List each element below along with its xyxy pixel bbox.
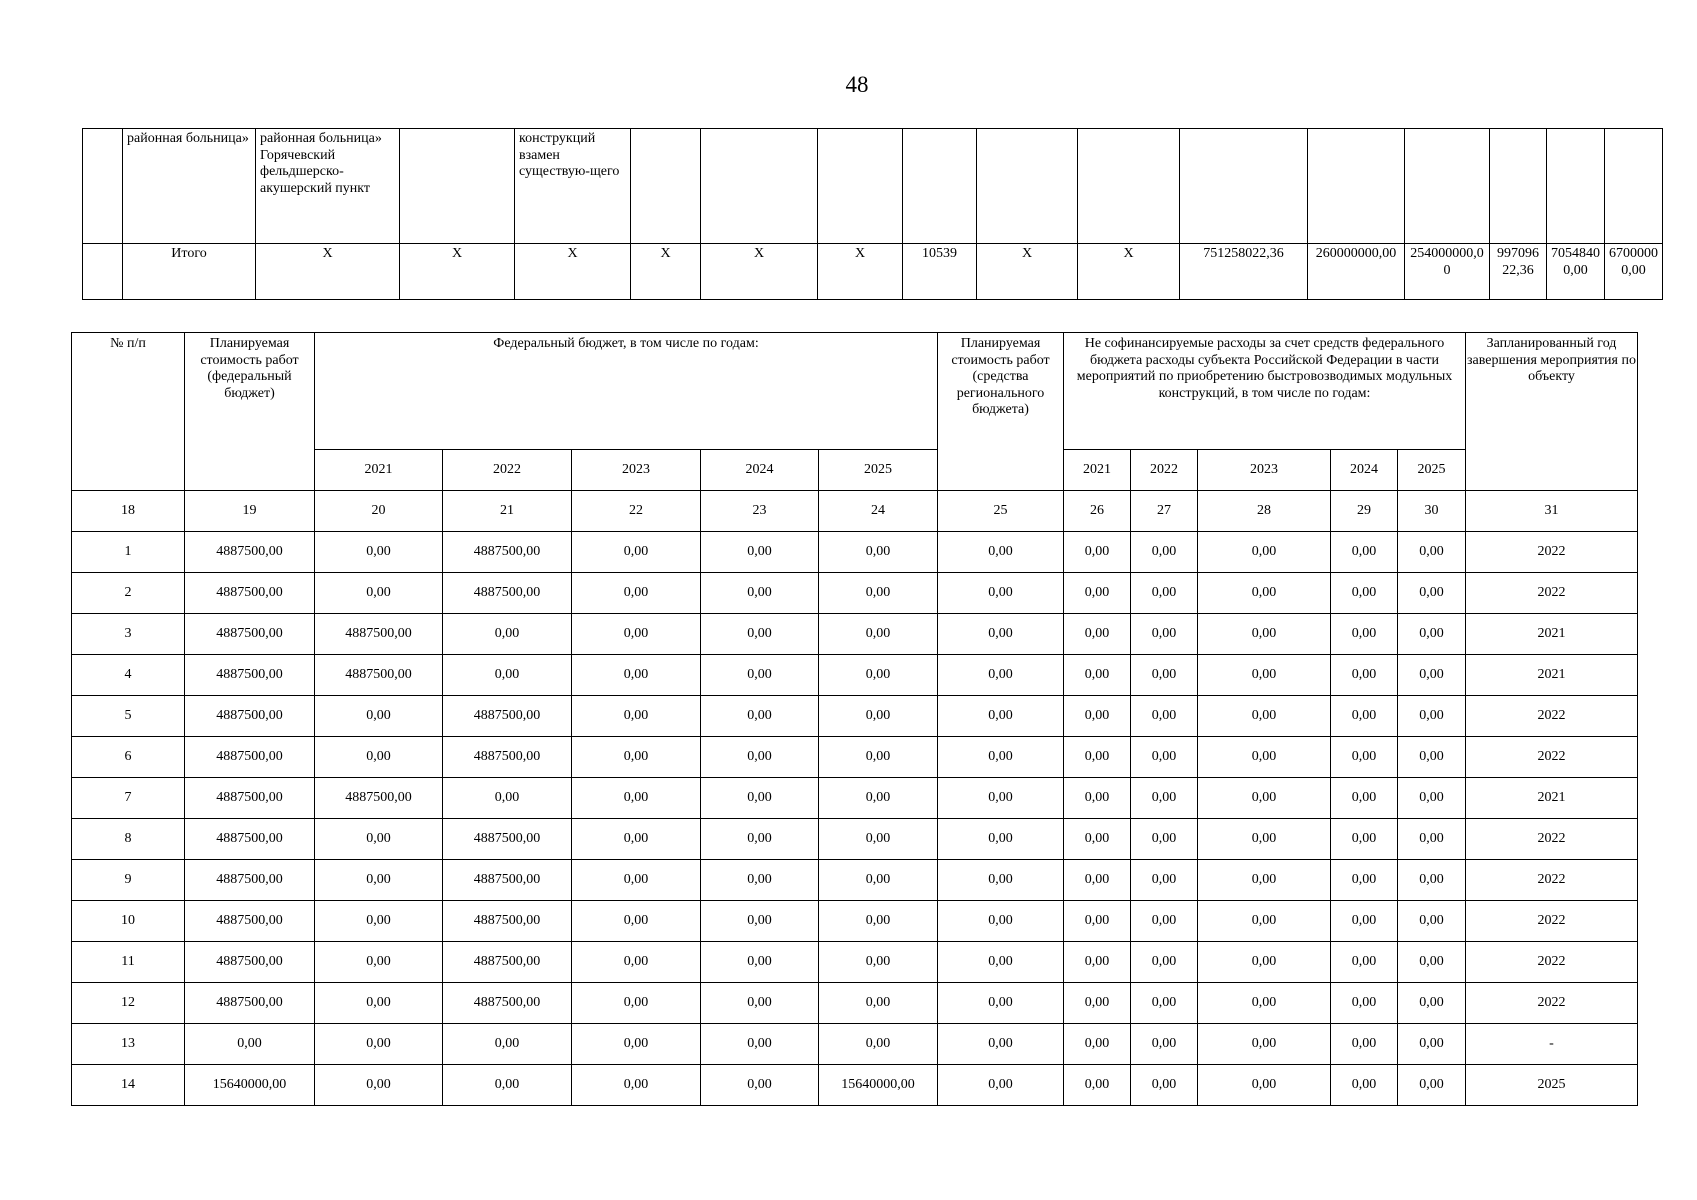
total-row [83, 244, 1663, 300]
fed-year-header: 2023 [572, 450, 701, 491]
table-cell: 2022 [1466, 573, 1638, 614]
table-cell: 4887500,00 [185, 696, 315, 737]
total-cell: X [400, 244, 515, 300]
total-cell: X [818, 244, 903, 300]
top-cell: районная больница» Горячевский фельдшерско-акушерский пункт [256, 129, 400, 244]
total-cell: 67000000,00 [1605, 244, 1663, 300]
header-non-cofinanced: Не софинансируемые расходы за счет средств федерального бюджета расходы субъекта Российской Федерации в части мероприятий по приобретению быстровозводимых модульных конструкций, в том числе по годам: [1064, 333, 1466, 450]
table-cell: 0,00 [1064, 737, 1131, 778]
continuation-table [82, 128, 1663, 300]
table-cell: 0,00 [701, 573, 819, 614]
table-cell: 0,00 [938, 819, 1064, 860]
table-cell: 0,00 [1198, 737, 1331, 778]
column-number-cell: 25 [938, 491, 1064, 532]
table-cell: 0,00 [938, 573, 1064, 614]
table-cell: 4 [72, 655, 185, 696]
table-cell: 0,00 [1131, 901, 1198, 942]
nc-year-header: 2025 [1398, 450, 1466, 491]
table-cell: 0,00 [1064, 819, 1131, 860]
table-cell: 0,00 [938, 901, 1064, 942]
table-cell: 11 [72, 942, 185, 983]
table-row [72, 737, 1638, 778]
table-cell: 4887500,00 [443, 532, 572, 573]
table-cell: 0,00 [1331, 778, 1398, 819]
table-cell: 0,00 [819, 778, 938, 819]
top-cell [1078, 129, 1180, 244]
table-cell: 4887500,00 [185, 573, 315, 614]
total-cell: 254000000,00 [1405, 244, 1490, 300]
column-number-cell: 23 [701, 491, 819, 532]
table-cell: 0,00 [1398, 614, 1466, 655]
table-cell: 0,00 [572, 983, 701, 1024]
table-cell: 0,00 [938, 737, 1064, 778]
table-cell: 0,00 [1131, 737, 1198, 778]
table-cell: 0,00 [1198, 901, 1331, 942]
column-number-cell: 20 [315, 491, 443, 532]
table-cell: 0,00 [819, 737, 938, 778]
table-cell: 0,00 [315, 860, 443, 901]
table-cell: 4887500,00 [185, 614, 315, 655]
table-cell: 4887500,00 [185, 983, 315, 1024]
table-cell: 0,00 [819, 532, 938, 573]
top-cell [977, 129, 1078, 244]
table-cell: 0,00 [1331, 983, 1398, 1024]
table-cell: 0,00 [1331, 819, 1398, 860]
page-number: 48 [845, 72, 869, 97]
table-cell: 0,00 [819, 983, 938, 1024]
column-number-cell: 19 [185, 491, 315, 532]
fed-year-header: 2022 [443, 450, 572, 491]
table-cell: 0,00 [938, 1024, 1064, 1065]
table-cell: 0,00 [1131, 614, 1198, 655]
table-cell: 0,00 [1064, 655, 1131, 696]
table-cell: 0,00 [572, 573, 701, 614]
table-cell: 0,00 [1198, 819, 1331, 860]
table-cell: 0,00 [1131, 532, 1198, 573]
top-cell [1180, 129, 1308, 244]
column-number-cell: 31 [1466, 491, 1638, 532]
table-cell: 0,00 [315, 901, 443, 942]
table-cell: 4887500,00 [185, 942, 315, 983]
top-cell [631, 129, 701, 244]
table-cell: 0,00 [1064, 614, 1131, 655]
header-fed-budget: Федеральный бюджет, в том числе по годам: [315, 333, 938, 450]
table-cell: 0,00 [572, 655, 701, 696]
table-cell: 0,00 [1198, 614, 1331, 655]
table-row [72, 901, 1638, 942]
column-number-cell: 18 [72, 491, 185, 532]
table-cell: 0,00 [1398, 860, 1466, 901]
header-planned-fed: Планируемая стоимость работ (федеральный бюджет) [185, 333, 315, 491]
total-cell: 99709622,36 [1490, 244, 1547, 300]
top-cell [1308, 129, 1405, 244]
table-cell: 0,00 [1131, 942, 1198, 983]
table-cell: 0,00 [1198, 942, 1331, 983]
table-cell: 0,00 [1064, 573, 1131, 614]
top-cell [1605, 129, 1663, 244]
table-cell: 2 [72, 573, 185, 614]
table-cell: 0,00 [1331, 655, 1398, 696]
column-number-cell: 29 [1331, 491, 1398, 532]
table-cell: 5 [72, 696, 185, 737]
table-cell: 2021 [1466, 778, 1638, 819]
top-cell [818, 129, 903, 244]
table-cell: 0,00 [819, 1024, 938, 1065]
table-cell: 3 [72, 614, 185, 655]
table-cell: 0,00 [1398, 573, 1466, 614]
table-cell: 0,00 [1398, 1065, 1466, 1106]
table-cell: 0,00 [1398, 696, 1466, 737]
fed-year-header: 2024 [701, 450, 819, 491]
table-cell: 0,00 [315, 696, 443, 737]
table-cell: 14 [72, 1065, 185, 1106]
table-row [72, 655, 1638, 696]
header-planned-year: Запланированный год завершения мероприятия по объекту [1466, 333, 1638, 491]
table-row [72, 1065, 1638, 1106]
total-cell: 70548400,00 [1547, 244, 1605, 300]
table-cell: 0,00 [315, 983, 443, 1024]
table-cell: 0,00 [1131, 655, 1198, 696]
table-cell: 2021 [1466, 614, 1638, 655]
table-cell: 4887500,00 [315, 614, 443, 655]
column-number-cell: 27 [1131, 491, 1198, 532]
table-cell: 4887500,00 [185, 819, 315, 860]
table-cell: 0,00 [819, 901, 938, 942]
table-cell: 0,00 [1198, 778, 1331, 819]
table-cell: 0,00 [701, 696, 819, 737]
table-cell: 0,00 [819, 819, 938, 860]
table-cell: 0,00 [572, 737, 701, 778]
table-cell: 4887500,00 [443, 573, 572, 614]
table-cell: 0,00 [938, 532, 1064, 573]
table-cell: 2022 [1466, 737, 1638, 778]
total-cell: X [1078, 244, 1180, 300]
table-cell: 0,00 [938, 983, 1064, 1024]
fed-year-header: 2021 [315, 450, 443, 491]
total-cell: X [701, 244, 818, 300]
table-cell: 0,00 [1131, 1024, 1198, 1065]
table-cell: 4887500,00 [443, 901, 572, 942]
table-cell: 0,00 [1398, 942, 1466, 983]
column-number-cell: 30 [1398, 491, 1466, 532]
table-cell: 0,00 [572, 614, 701, 655]
table-cell: 7 [72, 778, 185, 819]
table-cell: 0,00 [1198, 655, 1331, 696]
table-row [72, 778, 1638, 819]
total-cell: 260000000,00 [1308, 244, 1405, 300]
top-cell [1547, 129, 1605, 244]
table-cell: 0,00 [1198, 573, 1331, 614]
header-num: № п/п [72, 333, 185, 491]
table-cell: 4887500,00 [443, 983, 572, 1024]
top-cell [83, 129, 123, 244]
table-cell: 2025 [1466, 1065, 1638, 1106]
header-row [72, 333, 1638, 450]
table-cell: 0,00 [701, 983, 819, 1024]
table-row [72, 696, 1638, 737]
table-cell: 4887500,00 [443, 819, 572, 860]
top-cell [903, 129, 977, 244]
table-cell: 0,00 [938, 655, 1064, 696]
table-cell: 0,00 [1198, 1024, 1331, 1065]
table-row [72, 942, 1638, 983]
table-cell: 4887500,00 [185, 860, 315, 901]
total-label: Итого [123, 244, 256, 300]
top-cell: районная больница» [123, 129, 256, 244]
nc-year-header: 2024 [1331, 450, 1398, 491]
total-cell: X [977, 244, 1078, 300]
top-cell [400, 129, 515, 244]
table-cell: 15640000,00 [185, 1065, 315, 1106]
table-cell: 0,00 [701, 614, 819, 655]
table-cell: 0,00 [819, 655, 938, 696]
table-cell: 0,00 [1398, 819, 1466, 860]
table-cell: 0,00 [1064, 901, 1131, 942]
table-row [72, 614, 1638, 655]
table-cell: 0,00 [1131, 573, 1198, 614]
table-cell: 2022 [1466, 696, 1638, 737]
total-cell: X [515, 244, 631, 300]
table-row [72, 860, 1638, 901]
table-cell: 0,00 [1131, 778, 1198, 819]
table-cell: 0,00 [1331, 614, 1398, 655]
top-cell [1405, 129, 1490, 244]
top-cell [1490, 129, 1547, 244]
table-cell: 0,00 [572, 1024, 701, 1065]
table-cell: 0,00 [315, 942, 443, 983]
table-cell: 0,00 [1131, 696, 1198, 737]
table-cell: 4887500,00 [185, 737, 315, 778]
table-cell: 0,00 [1064, 942, 1131, 983]
table-row [72, 819, 1638, 860]
table-cell: 0,00 [572, 1065, 701, 1106]
column-number-cell: 21 [443, 491, 572, 532]
table-cell: 6 [72, 737, 185, 778]
table-cell: 0,00 [1131, 983, 1198, 1024]
table-cell: 0,00 [443, 778, 572, 819]
table-cell: 0,00 [938, 696, 1064, 737]
total-cell: 751258022,36 [1180, 244, 1308, 300]
table-cell: 0,00 [1064, 778, 1131, 819]
table-cell: 0,00 [572, 942, 701, 983]
table-cell: 0,00 [701, 819, 819, 860]
table-cell: 0,00 [701, 532, 819, 573]
table-cell: 0,00 [1331, 573, 1398, 614]
table-cell: 0,00 [315, 532, 443, 573]
table-cell: 0,00 [1398, 737, 1466, 778]
total-cell: X [256, 244, 400, 300]
table-cell: 4887500,00 [315, 778, 443, 819]
fed-year-header: 2025 [819, 450, 938, 491]
table-cell: 0,00 [1331, 737, 1398, 778]
table-cell: 2022 [1466, 901, 1638, 942]
nc-year-header: 2023 [1198, 450, 1331, 491]
table-cell: 0,00 [1331, 1024, 1398, 1065]
table-cell: 0,00 [938, 860, 1064, 901]
table-cell: 0,00 [1331, 860, 1398, 901]
table-cell: 0,00 [1331, 532, 1398, 573]
table-cell: 4887500,00 [443, 860, 572, 901]
table-cell: 0,00 [701, 1065, 819, 1106]
table-row [72, 573, 1638, 614]
table-cell: 0,00 [315, 1024, 443, 1065]
table-cell: 2022 [1466, 819, 1638, 860]
table-cell: 0,00 [1398, 532, 1466, 573]
nc-year-header: 2022 [1131, 450, 1198, 491]
table-cell: 0,00 [572, 860, 701, 901]
table-cell: 13 [72, 1024, 185, 1065]
table-cell: 0,00 [1064, 696, 1131, 737]
total-cell [83, 244, 123, 300]
table-cell: 0,00 [572, 696, 701, 737]
table-cell: 0,00 [1198, 983, 1331, 1024]
table-cell: 0,00 [1131, 860, 1198, 901]
table-cell: 0,00 [1131, 819, 1198, 860]
budget-table [71, 332, 1638, 1106]
table-cell: 4887500,00 [185, 778, 315, 819]
table-cell: 0,00 [1064, 1065, 1131, 1106]
table-cell: 0,00 [315, 1065, 443, 1106]
table-cell: 0,00 [701, 737, 819, 778]
table-cell: 2022 [1466, 942, 1638, 983]
table-cell: 0,00 [185, 1024, 315, 1065]
table-cell: 0,00 [1198, 860, 1331, 901]
table-cell: 0,00 [443, 614, 572, 655]
table-cell: 4887500,00 [315, 655, 443, 696]
table-cell: 4887500,00 [443, 942, 572, 983]
table-cell: 0,00 [1331, 942, 1398, 983]
header-planned-reg: Планируемая стоимость работ (средства регионального бюджета) [938, 333, 1064, 491]
table-cell: 0,00 [1198, 1065, 1331, 1106]
table-cell: 0,00 [315, 819, 443, 860]
column-number-cell: 28 [1198, 491, 1331, 532]
table-cell: 0,00 [1398, 901, 1466, 942]
table-cell: 0,00 [315, 737, 443, 778]
table-cell: 0,00 [701, 942, 819, 983]
table-row [72, 983, 1638, 1024]
table-cell: 0,00 [819, 573, 938, 614]
table-cell: 0,00 [1331, 1065, 1398, 1106]
table-cell: - [1466, 1024, 1638, 1065]
table-cell: 2022 [1466, 860, 1638, 901]
table-cell: 0,00 [572, 778, 701, 819]
table-cell: 2021 [1466, 655, 1638, 696]
table-cell: 0,00 [315, 573, 443, 614]
table-cell: 0,00 [819, 614, 938, 655]
table-cell: 0,00 [701, 860, 819, 901]
table-cell: 0,00 [701, 901, 819, 942]
table-cell: 1 [72, 532, 185, 573]
continuation-row [83, 129, 1663, 244]
top-cell [701, 129, 818, 244]
total-cell: 10539 [903, 244, 977, 300]
table-row [72, 532, 1638, 573]
table-cell: 2022 [1466, 983, 1638, 1024]
table-cell: 0,00 [1064, 983, 1131, 1024]
table-cell: 0,00 [443, 1065, 572, 1106]
table-cell: 4887500,00 [185, 532, 315, 573]
column-number-cell: 26 [1064, 491, 1131, 532]
table-cell: 4887500,00 [185, 901, 315, 942]
table-cell: 0,00 [572, 819, 701, 860]
table-cell: 0,00 [1198, 532, 1331, 573]
table-cell: 0,00 [1398, 1024, 1466, 1065]
table-cell: 0,00 [572, 532, 701, 573]
table-cell: 0,00 [443, 655, 572, 696]
table-cell: 8 [72, 819, 185, 860]
table-cell: 0,00 [701, 655, 819, 696]
table-cell: 0,00 [938, 1065, 1064, 1106]
table-cell: 0,00 [938, 614, 1064, 655]
table-cell: 0,00 [1131, 1065, 1198, 1106]
table-cell: 15640000,00 [819, 1065, 938, 1106]
table-cell: 4887500,00 [443, 737, 572, 778]
table-cell: 0,00 [701, 1024, 819, 1065]
table-cell: 0,00 [1398, 778, 1466, 819]
table-cell: 0,00 [819, 860, 938, 901]
table-cell: 0,00 [1331, 901, 1398, 942]
table-cell: 0,00 [938, 942, 1064, 983]
table-cell: 0,00 [938, 778, 1064, 819]
table-cell: 0,00 [572, 901, 701, 942]
nc-year-header: 2021 [1064, 450, 1131, 491]
table-cell: 0,00 [1064, 532, 1131, 573]
top-cell: конструкций взамен существую-щего [515, 129, 631, 244]
table-cell: 12 [72, 983, 185, 1024]
table-cell: 0,00 [1398, 983, 1466, 1024]
table-cell: 0,00 [701, 778, 819, 819]
table-cell: 0,00 [1064, 1024, 1131, 1065]
table-cell: 0,00 [819, 942, 938, 983]
table-cell: 0,00 [1198, 696, 1331, 737]
table-cell: 0,00 [1331, 696, 1398, 737]
table-cell: 0,00 [1064, 860, 1131, 901]
table-cell: 10 [72, 901, 185, 942]
table-cell: 4887500,00 [185, 655, 315, 696]
table-cell: 9 [72, 860, 185, 901]
column-number-row [72, 491, 1638, 532]
column-number-cell: 22 [572, 491, 701, 532]
table-cell: 0,00 [443, 1024, 572, 1065]
table-cell: 0,00 [1398, 655, 1466, 696]
table-cell: 0,00 [819, 696, 938, 737]
table-cell: 2022 [1466, 532, 1638, 573]
total-cell: X [631, 244, 701, 300]
table-cell: 4887500,00 [443, 696, 572, 737]
column-number-cell: 24 [819, 491, 938, 532]
table-row [72, 1024, 1638, 1065]
